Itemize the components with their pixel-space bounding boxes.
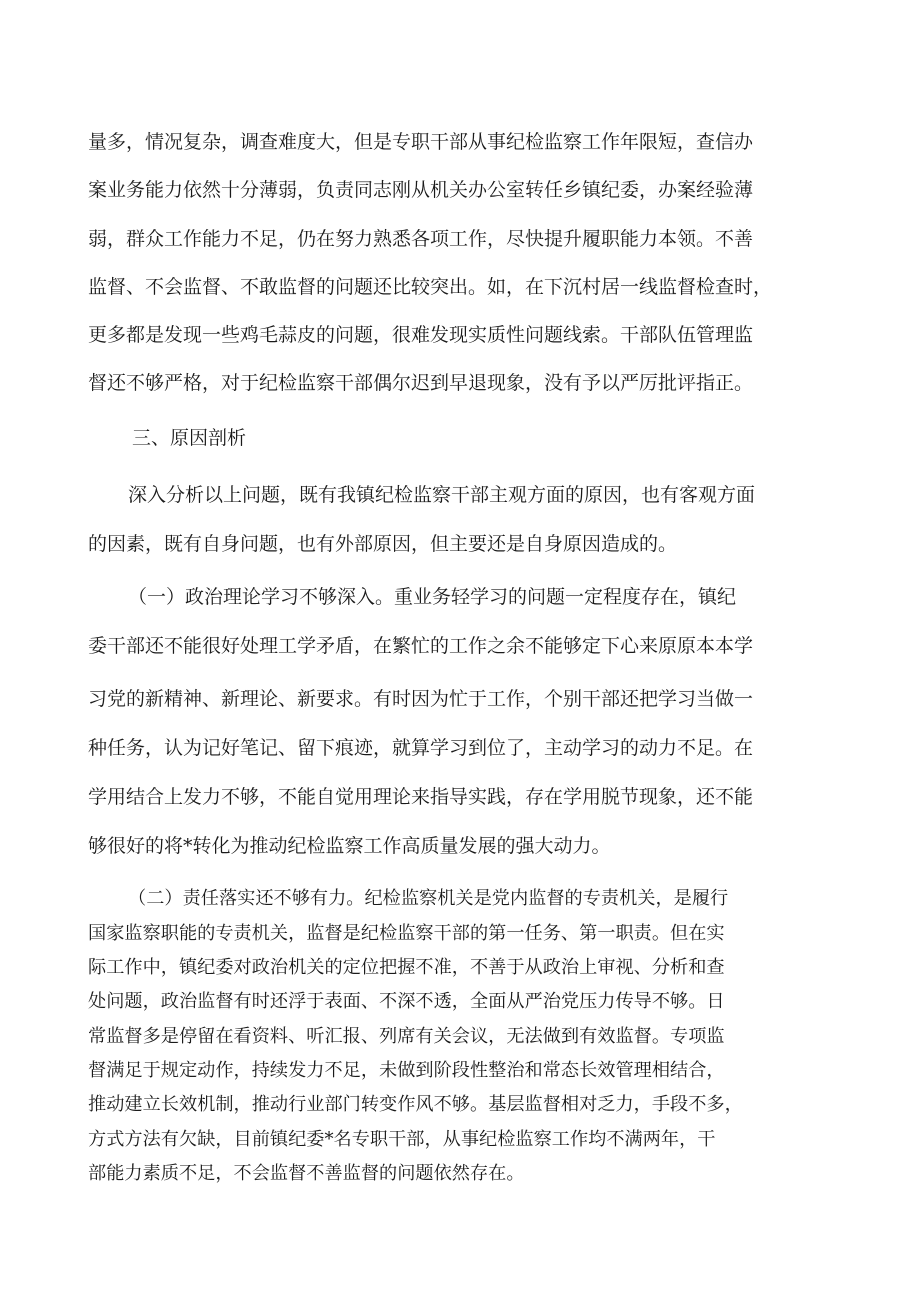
paragraph-1-line-3: 弱，群众工作能力不足，仍在努力熟悉各项工作，尽快提升履职能力本领。不善: [88, 228, 754, 250]
paragraph-1-line-1: 量多，情况复杂，调查难度大，但是专职干部从事纪检监察工作年限短，查信办: [88, 131, 754, 153]
paragraph-4-line-5: 常监督多是停留在看资料、听汇报、列席有关会议，无法做到有效监督。专项监: [88, 1026, 725, 1047]
paragraph-3-line-4: 种任务，认为记好笔记、留下痕迹，就算学习到位了，主动学习的动力不足。在: [88, 737, 754, 759]
paragraph-2-line-2: 的因素，既有自身问题，也有外部原因，但主要还是自身原因造成的。: [88, 533, 678, 555]
paragraph-4-line-3: 际工作中，镇纪委对政治机关的定位把握不准，不善于从政治上审视、分析和查: [88, 957, 725, 978]
paragraph-4-line-2: 国家监察职能的专责机关，监督是纪检监察干部的第一任务、第一职责。但在实: [88, 923, 725, 944]
paragraph-3-line-6: 够很好的将*转化为推动纪检监察工作高质量发展的强大动力。: [88, 835, 611, 857]
paragraph-2-line-1: 深入分析以上问题，既有我镇纪检监察干部主观方面的原因，也有客观方面: [128, 484, 756, 506]
paragraph-3-line-5: 学用结合上发力不够，不能自觉用理论来指导实践，存在学用脱节现象，还不能: [88, 786, 754, 808]
paragraph-3-line-2: 委干部还不能很好处理工学矛盾，在繁忙的工作之余不能够定下心来原原本本学: [88, 635, 754, 657]
paragraph-4-line-4: 处问题，政治监督有时还浮于表面、不深不透，全面从严治党压力传导不够。日: [88, 991, 725, 1012]
paragraph-1-line-4: 监督、不会监督、不敢监督的问题还比较突出。如，在下沉村居一线监督检查时，: [88, 276, 773, 298]
paragraph-3-line-1: （一）政治理论学习不够深入。重业务轻学习的问题一定程度存在，镇纪: [128, 586, 737, 608]
paragraph-1-line-2: 案业务能力依然十分薄弱，负责同志刚从机关办公室转任乡镇纪委，办案经验薄: [88, 179, 754, 201]
paragraph-4-line-1: （二）责任落实还不够有力。纪检监察机关是党内监督的专责机关，是履行: [128, 888, 729, 909]
paragraph-3-line-3: 习党的新精神、新理论、新要求。有时因为忙于工作，个别干部还把学习当做一: [88, 688, 754, 710]
paragraph-4-line-9: 部能力素质不足，不会监督不善监督的问题依然存在。: [88, 1163, 525, 1184]
paragraph-4-line-8: 方式方法有欠缺，目前镇纪委*名专职干部，从事纪检监察工作均不满两年，干: [88, 1129, 716, 1150]
paragraph-1-line-5: 更多都是发现一些鸡毛蒜皮的问题，很难发现实质性问题线索。干部队伍管理监: [88, 324, 754, 346]
paragraph-1-line-6: 督还不够严格，对于纪检监察干部偶尔迟到早退现象，没有予以严厉批评指正。: [88, 372, 754, 394]
section-heading: 三、原因剖析: [132, 427, 247, 449]
paragraph-4-line-6: 督满足于规定动作，持续发力不足，未做到阶段性整治和常态长效管理相结合，: [88, 1060, 725, 1081]
paragraph-4-line-7: 推动建立长效机制，推动行业部门转变作风不够。基层监督相对乏力，手段不多，: [88, 1094, 743, 1115]
